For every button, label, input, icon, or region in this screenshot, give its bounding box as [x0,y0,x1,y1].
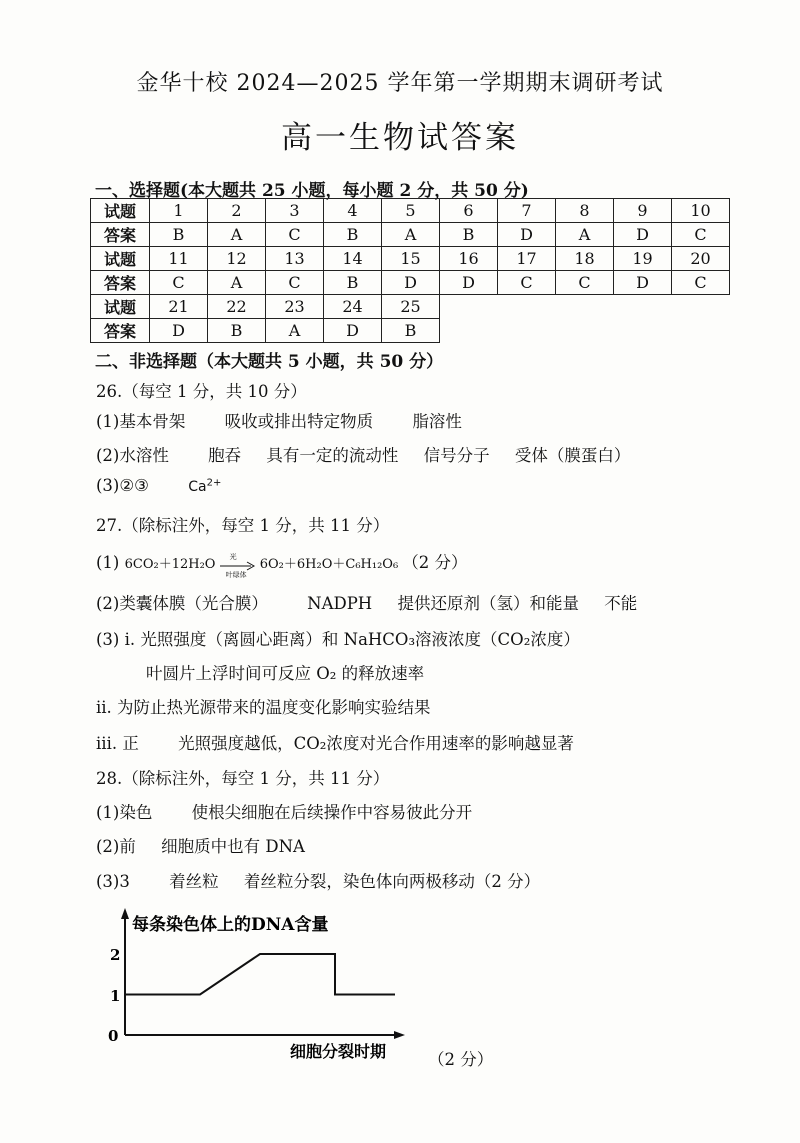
q26-line1 [96,408,462,432]
part2-heading: 二、非选择题（本大题共 5 小题，共 50 分） [95,352,444,372]
question-number-cell: 13 [266,247,324,271]
calcium-ion: $Ca^{2+}$ [188,477,222,495]
question-number-cell: 1 [150,199,208,223]
q28-ans: 着丝粒 [169,872,219,891]
chart-score: （2 分） [428,1050,494,1069]
question-number-cell: 8 [556,199,614,223]
q28-ans: (1)染色 [96,803,153,822]
question-number-cell: 7 [498,199,556,223]
q27-ans: NADPH [307,594,373,613]
empty-cell [556,295,614,319]
question-number-cell: 19 [614,247,672,271]
question-label: 试题 [91,199,150,223]
q27-ans: ⅲ. 正 [96,734,139,753]
answer-cell: C [498,271,556,295]
eq-chloroplast: 叶绿体 [225,570,247,579]
q28-line3 [96,868,540,892]
question-number-cell: 5 [382,199,440,223]
q26-ans: (2)水溶性 [96,446,169,465]
q28-line2 [96,833,305,857]
part1-heading: 一、选择题(本大题共 25 小题，每小题 2 分，共 50 分) [95,181,529,201]
answer-cell: A [208,223,266,247]
empty-cell [498,295,556,319]
eq-light: 光 [229,552,237,561]
question-number-cell: 16 [440,247,498,271]
question-number-row [91,247,730,271]
question-number-cell: 14 [324,247,382,271]
empty-cell [498,319,556,343]
x-axis-label: 细胞分裂时期 [290,1042,387,1061]
empty-cell [614,319,672,343]
answer-cell: B [324,223,382,247]
eq-products: 6O₂＋6H₂O＋C₆H₁₂O₆ [259,557,399,572]
y-axis-label: 每条染色体上的DNA含量 [132,915,329,935]
empty-cell [614,295,672,319]
q26-ans: (1)基本骨架 [96,412,186,431]
question-number-cell: 15 [382,247,440,271]
q28-heading: 28.（除标注外，每空 1 分，共 11 分） [96,769,390,788]
x-axis-arrow-icon [394,1031,405,1039]
photosynthesis-equation [124,552,403,579]
q27-line4: 叶圆片上浮时间可反应 O₂ 的释放速率 [146,664,425,683]
q27-score: （2 分） [402,553,468,572]
answer-cell: C [672,223,730,247]
answer-cell: D [324,319,382,343]
question-number-row [91,199,730,223]
q26-ans: 信号分子 [423,446,490,465]
answer-cell: B [208,319,266,343]
q26-ans: 胞吞 [208,446,242,465]
y-axis-arrow-icon [121,908,129,919]
answer-cell: A [382,223,440,247]
empty-cell [672,295,730,319]
q26-ans: 具有一定的流动性 [266,446,399,465]
q27-line1 [96,549,468,579]
q27-prefix: (1) [96,553,120,572]
answer-cell: D [614,223,672,247]
answer-cell: D [498,223,556,247]
answer-cell: C [150,271,208,295]
answer-cell: A [208,271,266,295]
q27-ans: 提供还原剂（氢）和能量 [397,594,579,613]
question-number-cell: 6 [440,199,498,223]
q26-ans: 受体（膜蛋白） [514,446,631,465]
question-number-cell: 9 [614,199,672,223]
answer-cell: A [556,223,614,247]
answer-cell: B [382,319,440,343]
q26-heading: 26.（每空 1 分，共 10 分） [96,382,307,401]
question-number-cell: 2 [208,199,266,223]
question-number-cell: 22 [208,295,266,319]
y-tick-2: 2 [110,946,121,964]
answer-cell: B [150,223,208,247]
empty-cell [556,319,614,343]
answer-label: 答案 [91,223,150,247]
answer-cell: B [324,271,382,295]
empty-cell [440,295,498,319]
exam-title: 金华十校 2024—2025 学年第一学期期末调研考试 [136,71,664,96]
q27-line3: (3) ⅰ. 光照强度（离圆心距离）和 NaHCO₃溶液浓度（CO₂浓度） [96,630,580,649]
answer-label: 答案 [91,271,150,295]
question-number-cell: 11 [150,247,208,271]
question-number-cell: 12 [208,247,266,271]
empty-cell [440,319,498,343]
answer-cell: A [266,319,324,343]
question-number-row [91,295,730,319]
question-number-cell: 21 [150,295,208,319]
y-tick-1: 1 [110,987,121,1005]
q26-line3 [96,476,221,495]
q27-line6 [96,730,574,754]
answer-cell: D [150,319,208,343]
eq-arrow [220,552,256,579]
q28-ans: (2)前 [96,837,136,856]
answer-label: 答案 [91,319,150,343]
eq-reactants: 6CO₂＋12H₂O [124,557,216,572]
q28-ans: 细胞质中也有 DNA [161,837,305,856]
answer-cell: C [672,271,730,295]
answer-title: 高一生物试答案 [281,120,519,156]
empty-cell [672,319,730,343]
question-number-cell: 24 [324,295,382,319]
q26-ans: 脂溶性 [412,412,462,431]
q28-ans: 使根尖细胞在后续操作中容易彼此分开 [191,803,473,822]
question-number-cell: 10 [672,199,730,223]
answer-row [91,223,730,247]
question-label: 试题 [91,295,150,319]
q28-ans: 着丝粒分裂，染色体向两极移动（2 分） [243,872,541,891]
q27-ans: (2)类囊体膜（光合膜） [96,594,268,613]
q27-ans: 不能 [604,594,638,613]
question-number-cell: 3 [266,199,324,223]
answer-cell: D [614,271,672,295]
q28-line1 [96,799,472,823]
answer-row [91,319,730,343]
q28-ans: (3)3 [96,872,130,891]
y-tick-0: 0 [108,1027,119,1045]
answer-table [90,198,730,343]
answer-cell: C [266,271,324,295]
q26-ans: 吸收或排出特定物质 [224,412,374,431]
answer-cell: C [556,271,614,295]
question-number-cell: 20 [672,247,730,271]
answer-cell: D [440,271,498,295]
answer-cell: D [382,271,440,295]
question-label: 试题 [91,247,150,271]
q27-heading: 27.（除标注外，每空 1 分，共 11 分） [96,516,390,535]
answer-cell: C [266,223,324,247]
question-number-cell: 4 [324,199,382,223]
question-number-cell: 23 [266,295,324,319]
q27-line5: ⅱ. 为防止热光源带来的温度变化影响实验结果 [96,698,431,717]
q26-ans: (3)②③ [96,476,149,495]
q26-line2 [96,442,630,466]
series-line [125,954,395,995]
answer-row [91,271,730,295]
question-number-cell: 18 [556,247,614,271]
question-number-cell: 25 [382,295,440,319]
q27-ans: 光照强度越低，CO₂浓度对光合作用速率的影响越显著 [178,734,574,753]
answer-cell: B [440,223,498,247]
q27-line2 [96,590,637,614]
question-number-cell: 17 [498,247,556,271]
